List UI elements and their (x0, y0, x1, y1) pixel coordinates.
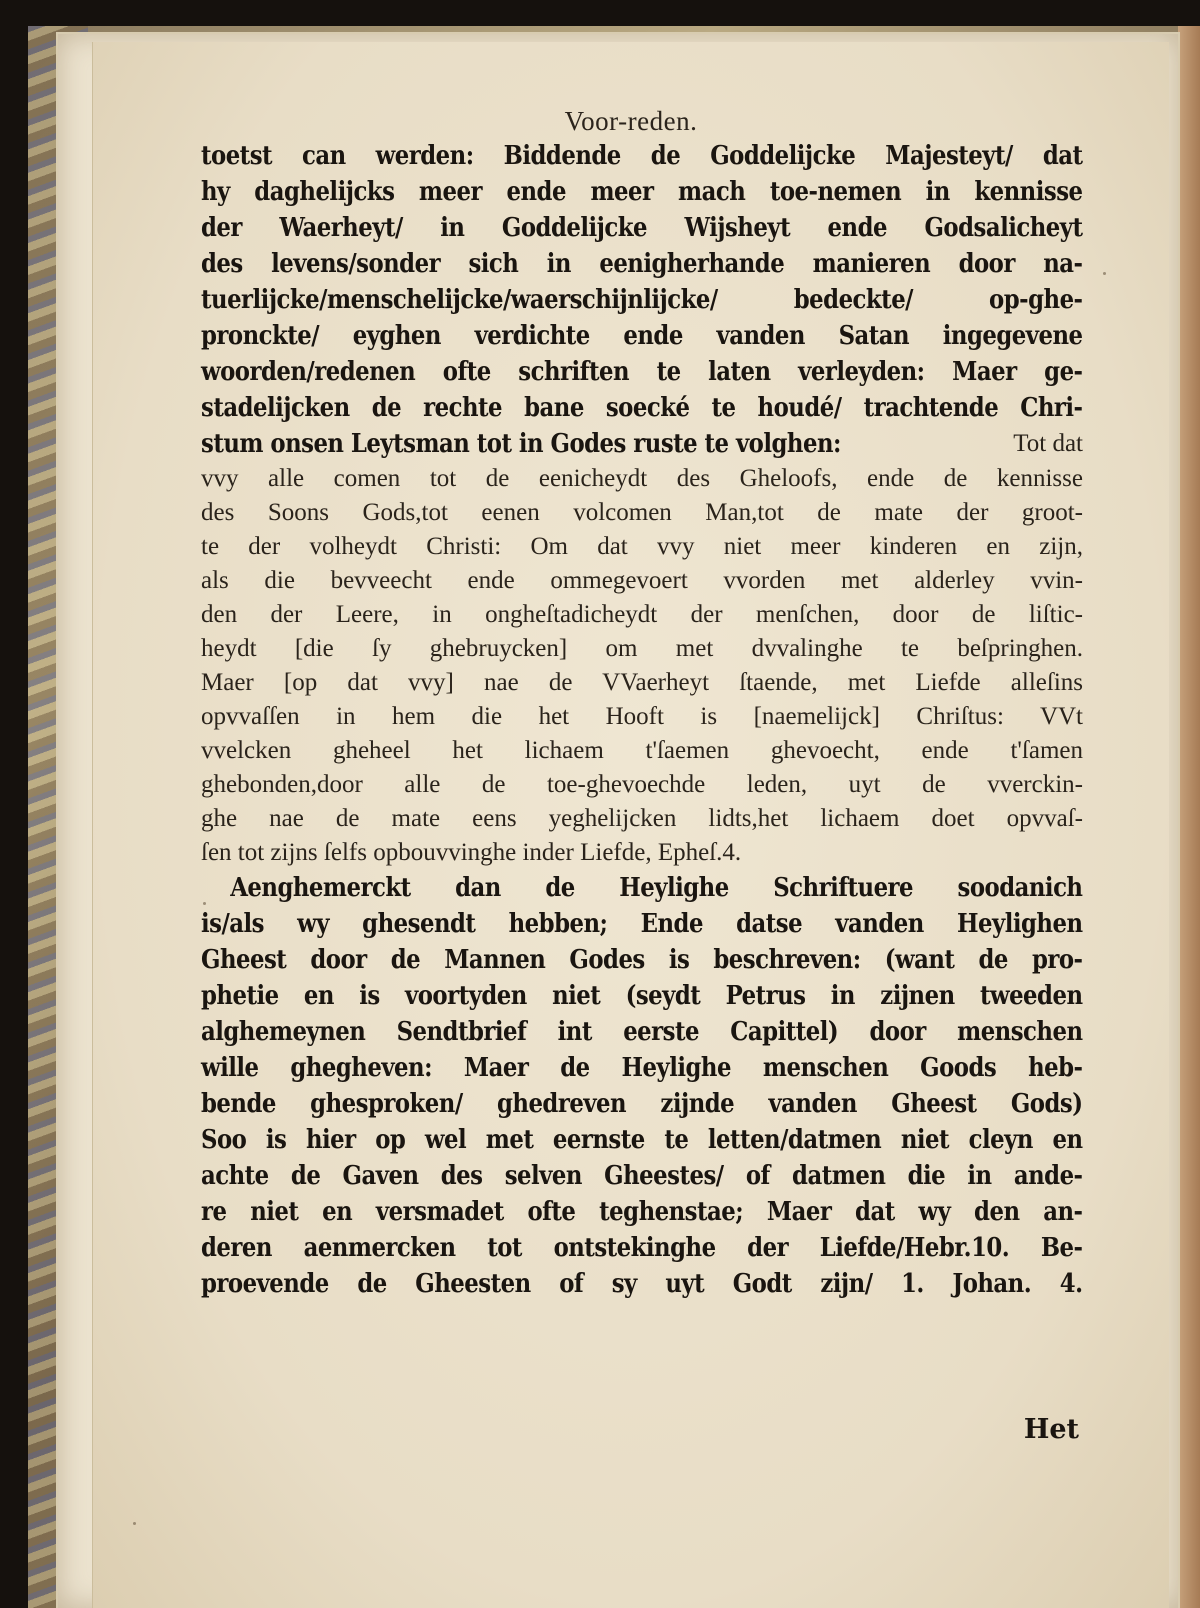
paper-speck (203, 902, 206, 905)
text-line: is/als wy ghesendt hebben; Ende datse vanden Heylighen (201, 908, 1083, 939)
roman-segment: Tot dat (1013, 430, 1083, 457)
text-line: toetst can werden: Biddende de Goddelijcke Majesteyt/ dat (201, 140, 1083, 171)
text-line: des Soons Gods,tot eenen volcomen Man,tot de mate der groot- (201, 499, 1083, 526)
text-line: den der Leere, in ongheſtadicheydt der menſchen, door de liſtic- (201, 601, 1083, 628)
text-line: phetie en is voortyden niet (seydt Petrus in zijnen tweeden (201, 980, 1083, 1011)
text-line: heydt [die ſy ghebruycken] om met dvvalinghe te beſpringhen. (201, 635, 1083, 662)
text-line: alghemeynen Sendtbrief int eerste Capittel) door menschen (201, 1016, 1083, 1047)
text-line: ghe nae de mate eens yeghelijcken lidts,het lichaem doet opvvaſ- (201, 805, 1083, 832)
text-line: bende ghesproken/ ghedreven zijnde vanden Gheest Gods) (201, 1088, 1083, 1119)
text-line: stadelijcken de rechte bane soecké te houdé/ trachtende Chri- (201, 392, 1083, 423)
text-line: proevende de Gheesten of sy uyt Godt zijn/ 1. Johan. 4. (201, 1268, 1083, 1299)
text-line: pronckte/ eyghen verdichte ende vanden Satan ingegevene (201, 320, 1083, 351)
paper-speck (1103, 272, 1106, 275)
text-line: tuerlijcke/menschelijcke/waerschijnlijcke/ bedeckte/ op-ghe- (201, 284, 1083, 315)
text-line: vvelcken gheheel het lichaem t'ſaemen ghevoecht, ende t'ſamen (201, 737, 1083, 764)
text-line: achte de Gaven des selven Gheestes/ of datmen die in ande- (201, 1160, 1083, 1191)
paper-speck (133, 1522, 136, 1525)
text-line: Soo is hier op wel met eernste te letten/datmen niet cleyn en (201, 1124, 1083, 1155)
blackletter-segment: stum onsen Leytsman tot in Godes ruste te volghen: (201, 428, 841, 459)
roman-quotation (201, 462, 1083, 870)
text-line: wille ghegheven: Maer de Heylighe menschen Goods heb- (201, 1052, 1083, 1083)
text-line: als die bevveecht ende ommegevoert vvorden met alderley vvin- (201, 567, 1083, 594)
text-line: woorden/redenen ofte schriften te laten verleyden: Maer ge- (201, 356, 1083, 387)
text-line: hy daghelijcks meer ende meer mach toe-nemen in kennisse (201, 176, 1083, 207)
text-line: ſen tot zijns ſelfs opbouvvinghe inder Liefde, Epheſ.4. (201, 839, 742, 866)
text-line: re niet en versmadet ofte teghenstae; Maer dat wy den an- (201, 1196, 1083, 1227)
text-line: Gheest door de Mannen Godes is beschreven: (want de pro- (201, 944, 1083, 975)
text-line: ghebonden,door alle de toe-ghevoechde leden, uyt de vverckin- (201, 771, 1083, 798)
blackletter-paragraph-2 (201, 870, 1083, 1302)
text-line: opvvaſſen in hem die het Hooft is [naemelijck] Chriſtus: VVt (201, 703, 1083, 730)
blackletter-paragraph-1 (201, 138, 1083, 462)
text-line: des levens/sonder sich in eenigherhande manieren door na- (201, 248, 1083, 279)
book-page (92, 42, 1169, 1608)
running-head: Voor-reden. (564, 106, 698, 136)
text-line: vvy alle comen tot de eenicheydt des Gheloofs, ende de kennisse (201, 465, 1083, 492)
cover-edge (1178, 26, 1200, 1608)
text-line: deren aenmercken tot ontstekinghe der Liefde/Hebr.10. Be- (201, 1232, 1083, 1263)
text-line: Aenghemerckt dan de Heylighe Schriftuere soodanich (230, 872, 1083, 903)
catchword: Het (1023, 1414, 1079, 1445)
text-line: der Waerheyt/ in Goddelijcke Wijsheyt ende Godsalicheyt (201, 212, 1083, 243)
text-line: te der volheydt Christi: Om dat vvy niet meer kinderen en zijn, (201, 533, 1083, 560)
text-line: Maer [op dat vvy] nae de VVaerheyt ſtaende, met Liefde alleſins (201, 669, 1083, 696)
mixed-text-line (201, 426, 1083, 462)
text-block (201, 138, 1083, 1302)
